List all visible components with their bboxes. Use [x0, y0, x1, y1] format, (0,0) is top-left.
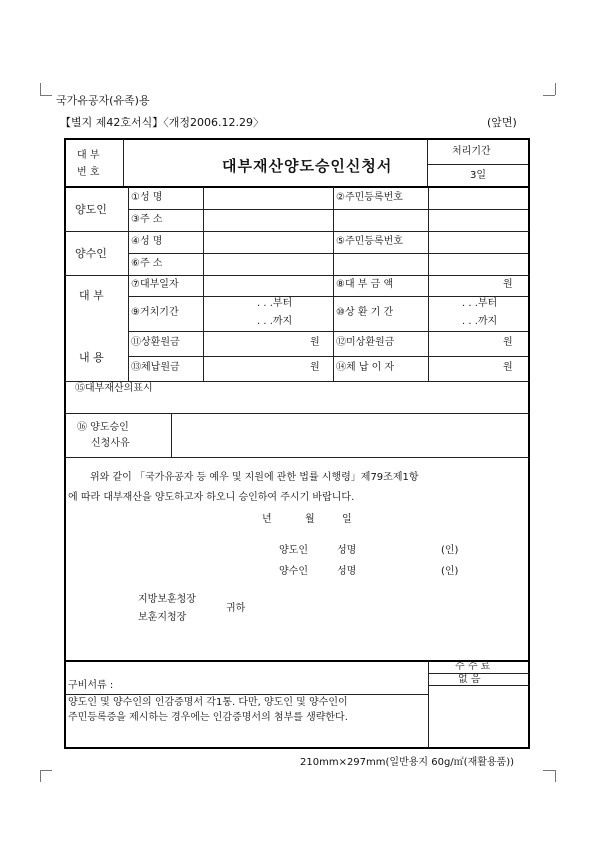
loan-number-label: 대 부: [77, 150, 100, 161]
transferee-address-field[interactable]: [204, 254, 332, 274]
property-field[interactable]: [66, 396, 528, 412]
paper-spec: 210mm×297mm(일반용지 60g/㎡(재활용품)): [300, 757, 515, 768]
crop-mark: [40, 770, 41, 782]
transferor-label: 양도인: [75, 203, 107, 216]
reason-label: 신청사유: [91, 438, 130, 449]
crop-mark: [40, 95, 52, 96]
sign-name-label: 성명: [337, 566, 357, 577]
transferor-address-field[interactable]: [204, 210, 332, 230]
addressee-regional: 지방보훈청장: [138, 594, 196, 605]
transferee-name-label: ④성 명: [131, 236, 163, 247]
page-side: (앞면): [487, 116, 517, 129]
overdue-interest-label: ⑭체 납 이 자: [336, 362, 395, 373]
crop-mark: [543, 95, 555, 96]
addressee-suffix: 귀하: [226, 603, 246, 614]
loan-contents-label: 대 부: [79, 289, 104, 302]
overdue-principal-unit: 원: [310, 362, 320, 373]
sign-seal: (인): [441, 545, 459, 556]
repay-period-from: . . .부터: [462, 298, 498, 309]
transferor-name-field[interactable]: [204, 188, 332, 208]
sign-transferor-label: 양도인: [279, 545, 308, 556]
loan-amount-unit: 원: [503, 279, 513, 290]
documents-text: 양도인 및 양수인의 인감증명서 각1통. 다만, 양도인 및 양수인이: [68, 697, 348, 708]
date-day: 일: [342, 514, 352, 525]
form-category: 국가유공자(유족)용: [56, 94, 150, 107]
sign-name-label: 성명: [337, 545, 357, 556]
crop-mark: [555, 83, 556, 95]
fee-value: 없 음: [458, 674, 481, 685]
repay-period-label: ⑩상 환 기 간: [336, 307, 394, 318]
grace-period-from: . . .부터: [257, 298, 293, 309]
date-year: 년: [262, 514, 272, 525]
grace-period-to: . . .까지: [257, 316, 293, 327]
crop-mark: [40, 770, 52, 771]
transferee-name-field[interactable]: [204, 232, 332, 252]
declaration-text: 에 따라 대부재산을 양도하고자 하오니 승인하여 주시기 바랍니다.: [68, 492, 355, 503]
unrepaid-principal-label: ⑫미상환원금: [336, 337, 395, 348]
reason-label: ⑯ 양도승인: [77, 422, 129, 433]
processing-period-value: 3일: [470, 170, 487, 181]
transferee-rrn-field[interactable]: [429, 232, 527, 252]
transferor-address-label: ③주 소: [131, 214, 163, 225]
addressee-branch: 보훈지청장: [138, 612, 187, 623]
transferee-address-label: ⑥주 소: [131, 258, 163, 269]
documents-label: 구비서류 :: [68, 680, 114, 691]
grace-period-label: ⑨거치기간: [131, 307, 179, 318]
date-month: 월: [305, 514, 315, 525]
fee-label: 수 수 료: [455, 661, 491, 672]
property-label: ⑮대부재산의표시: [75, 383, 153, 394]
repaid-principal-unit: 원: [310, 337, 320, 348]
loan-number-label: 번 호: [77, 167, 100, 178]
transferee-rrn-label: ⑤주민등록번호: [336, 236, 403, 247]
form-number: 【별지 제42호서식】〈개정2006.12.29〉: [60, 116, 264, 129]
loan-contents-label: 내 용: [79, 351, 104, 364]
transferee-label: 양수인: [75, 247, 107, 260]
repay-period-to: . . .까지: [462, 316, 498, 327]
loan-date-field[interactable]: [204, 276, 332, 295]
overdue-principal-label: ⑬체납원금: [131, 362, 180, 373]
loan-amount-label: ⑧대 부 금 액: [336, 279, 394, 290]
overdue-interest-unit: 원: [503, 362, 513, 373]
crop-mark: [555, 770, 556, 782]
reason-field[interactable]: [172, 414, 528, 456]
repaid-principal-label: ⑪상환원금: [131, 337, 180, 348]
transferor-rrn-label: ②주민등록번호: [336, 192, 403, 203]
loan-date-label: ⑦대부일자: [131, 279, 179, 290]
sign-transferee-label: 양수인: [279, 566, 308, 577]
document-title: 대부재산양도승인신청서: [222, 157, 393, 175]
unrepaid-principal-unit: 원: [503, 337, 513, 348]
crop-mark: [543, 770, 555, 771]
transferor-name-label: ①성 명: [131, 192, 163, 203]
documents-text: 주민등록증을 제시하는 경우에는 인감증명서의 첨부를 생략한다.: [68, 712, 348, 723]
processing-period-label: 처리기간: [452, 146, 491, 157]
declaration-text: 위와 같이 「국가유공자 등 예우 및 지원에 관한 법률 시행령」제79조제1항: [90, 472, 419, 483]
transferor-rrn-field[interactable]: [429, 188, 527, 208]
crop-mark: [40, 83, 41, 95]
sign-seal: (인): [441, 566, 459, 577]
